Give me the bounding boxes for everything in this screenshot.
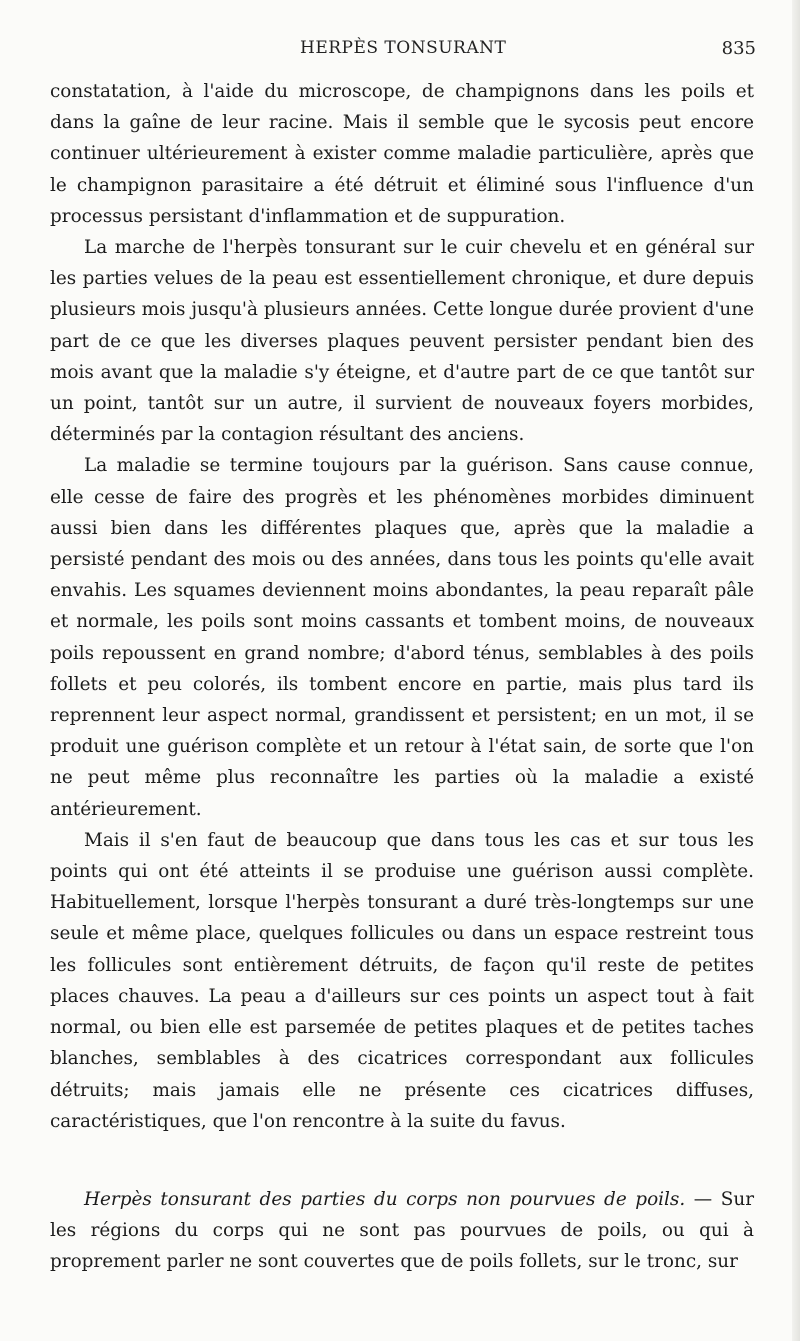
section-gap: [50, 1137, 754, 1184]
paragraph-continuation: constatation, à l'aide du microscope, de champignons dans les poils et dans la gaîne de leur racine. Mais il semble que le sycosis peut encore continuer ultérieurement à exister comme maladie particulière, après que le champignon parasitaire a été détruit et éliminé sous l'influence d'un processus persistant d'inflammation et de suppuration.: [50, 81, 754, 227]
page-number: 835: [721, 38, 756, 59]
body-text: [50, 76, 754, 1278]
section-text: Sur les régions du corps qui ne sont pas pourvues de poils, ou qui à proprement parler ne sont couvertes que de poils follets, sur le tronc, sur: [50, 1188, 754, 1273]
running-title: HERPÈS TONSURANT: [300, 38, 507, 58]
paragraph-guerison: La maladie se termine toujours par la guérison. Sans cause connue, elle cesse de faire des progrès et les phénomènes morbides diminuent aussi bien dans les différentes plaques que, après que la maladie a persisté pendant des mois ou des années, dans tous les points qu'elle avait envahis. Les squames deviennent moins abondantes, la peau reparaît pâle et normale, les poils sont moins cassants et tombent moins, de nouveaux poils repoussent en grand nombre; d'abord ténus, semblables à des poils follets et peu colorés, ils tombent encore en partie, mais plus tard ils reprennent leur aspect normal, grandissent et persistent; en un mot, il se produit une guérison complète et un retour à l'état sain, de sorte que l'on ne peut même plus reconnaître les parties où la maladie a existé antérieurement.: [50, 455, 754, 820]
section-title: Herpès tonsurant des parties du corps non pourvues de poils.: [84, 1188, 686, 1210]
page-header: [0, 38, 800, 68]
paragraph-marche: La marche de l'herpès tonsurant sur le cuir chevelu et en général sur les parties velues de la peau est essentiellement chronique, et dure depuis plusieurs mois jusqu'à plusieurs années. Cette longue durée provient d'une part de ce que les diverses plaques peuvent persister pendant bien des mois avant que la maladie s'y éteigne, et d'autre part de ce que tantôt sur un point, tantôt sur un autre, il survient de nouveaux foyers morbides, déterminés par la contagion résultant des anciens.: [50, 237, 754, 446]
page-edge-shadow: [792, 0, 800, 1341]
section-paragraph: [50, 1184, 754, 1278]
paragraph-exceptions: Mais il s'en faut de beaucoup que dans tous les cas et sur tous les points qui ont été atteints il se produise une guérison aussi complète. Habituellement, lorsque l'herpès tonsurant a duré très-longtemps sur une seule et même place, quelques follicules ou dans un espace restreint tous les follicules sont entièrement détruits, de façon qu'il reste de petites places chauves. La peau a d'ailleurs sur ces points un aspect tout à fait normal, ou bien elle est parsemée de petites plaques et de petites taches blanches, semblables à des cicatrices correspondant aux follicules détruits; mais jamais elle ne présente ces cicatrices diffuses, caractéristiques, que l'on rencontre à la suite du favus.: [50, 829, 754, 1132]
section-dash: —: [685, 1188, 721, 1210]
